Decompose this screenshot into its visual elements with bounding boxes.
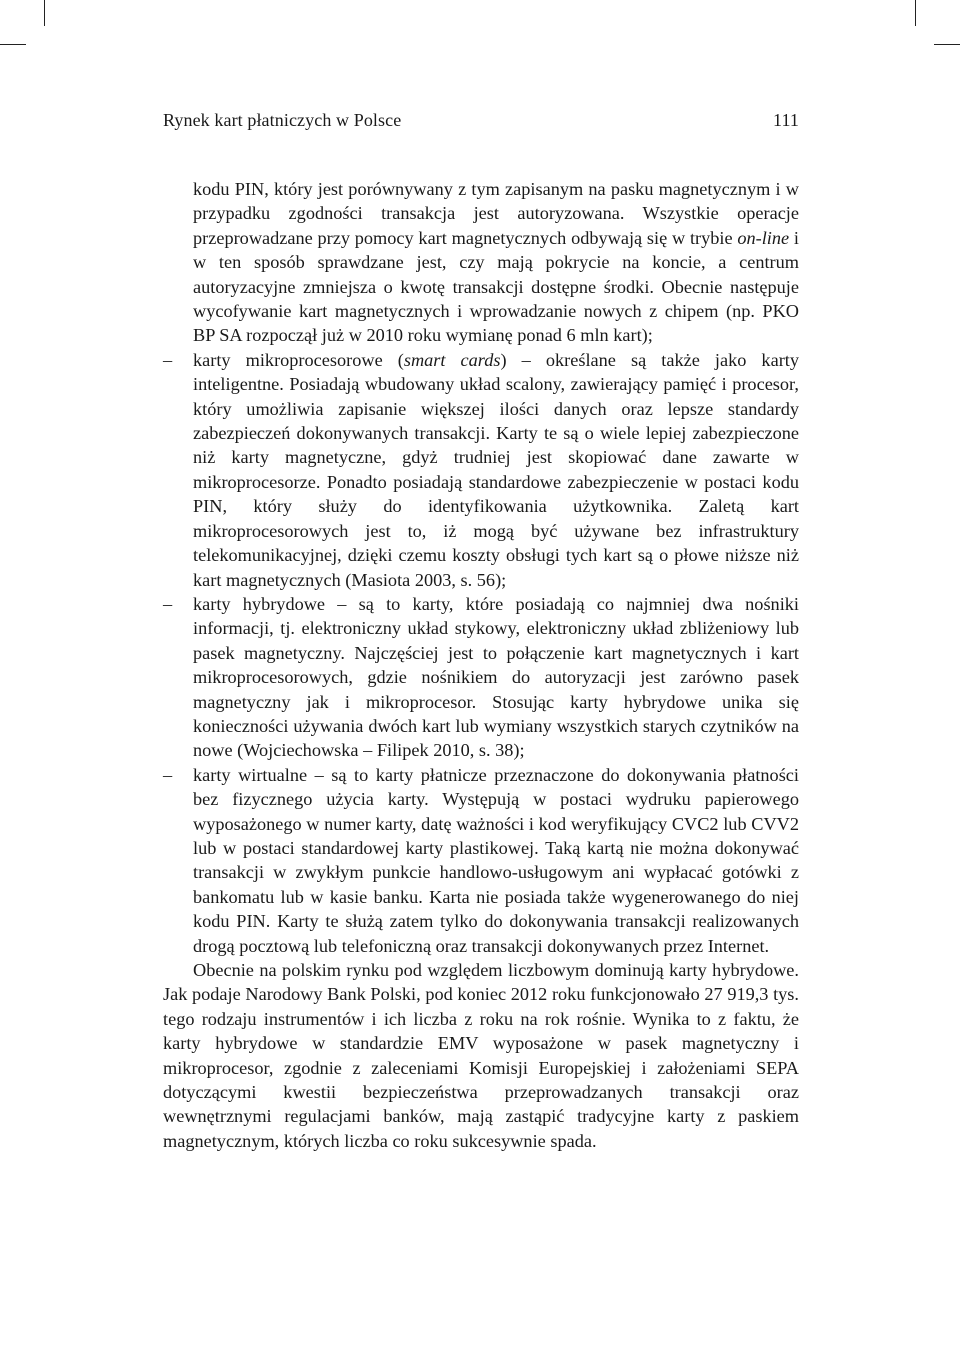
crop-mark-top-left-vertical — [44, 0, 45, 26]
list-item-text-1: karty mikroprocesorowe ( — [193, 349, 404, 370]
continuation-text-2: i w ten sposób sprawdzane jest, czy mają pokrycie na koncie, a centrum autoryzacyjne zmniejsza o kwotę transakcji dostępne środki. Obecnie następuje wycofywanie kart magnetycznych i wprowadzanie nowych z chipem (np. PKO BP SA rozpoczął już w 2010 roku wymianę ponad 6 mln kart); — [193, 227, 799, 346]
list-dash: – — [163, 764, 173, 785]
page-number: 111 — [773, 110, 799, 130]
list-item — [163, 592, 799, 763]
continuation-italic: on-line — [737, 227, 790, 248]
crop-mark-top-left-horizontal — [0, 44, 26, 45]
crop-mark-top-right-horizontal — [934, 44, 960, 45]
running-head-title: Rynek kart płatniczych w Polsce — [163, 110, 402, 130]
list-item — [163, 763, 799, 958]
list-item-text-1: karty wirtualne – są to karty płatnicze przeznaczone do dokonywania płatności bez fizycznego użycia karty. Występują w postaci wydruku papierowego wyposażonego w numer karty, datę ważności i kod weryfikujący CVC2 lub CVV2 lub w postaci standardowej karty plastikowej. Taką kartą nie można dokonywać transakcji w zwykłym punkcie handlowo-usługowym ani wypłacać gotówki z bankomatu lub w kasie banku. Karta nie posiada także wygenerowanego do niej kodu PIN. Karty te służą zatem tylko do dokonywania transakcji realizowanych drogą pocztową lub telefoniczną oraz transakcji dokonywanych przez Internet. — [193, 764, 799, 956]
body-text — [163, 177, 799, 1153]
list-item-text-1: karty hybrydowe – są to karty, które posiadają co najmniej dwa nośniki informacji, tj. elektroniczny układ stykowy, elektroniczny układ zbliżeniowy lub pasek magnetyczny. Najczęściej jest to połączenie kart magnetycznych i kart mikroprocesorowych, gdzie nośnikiem do autoryzacji jest zarówno pasek magnetyczny jak i mikroprocesor. Stosując karty hybrydowe unika się konieczności używania dwóch kart lub wymiany wszystkich starych czytników na nowe (Wojciechowska – Filipek 2010, s. 38); — [193, 593, 799, 761]
continuation-paragraph — [163, 177, 799, 348]
running-head — [163, 110, 799, 131]
list-item-text-2: ) – określane są także jako karty inteligentne. Posiadają wbudowany układ scalony, zawierający pamięć i procesor, który umożliwia zapisanie większej ilości danych oraz lepsze standardy zabezpieczeń dokonywanych transakcji. Karty te są o wiele lepiej zabezpieczone niż karty magnetyczne, gdyż trudniej jest skopiować dane zawarte w mikroprocesorze. Ponadto posiadają standardowe zabezpieczenie w postaci kodu PIN, który służy do identyfikowania użytkownika. Zaletą kart mikroprocesorowych jest to, iż mogą być używane bez infrastruktury telekomunikacyjnej, dzięki czemu koszty obsługi tych kart są o płowe niższe niż kart magnetycznych (Masiota 2003, s. 56); — [193, 349, 799, 590]
crop-mark-top-right-vertical — [915, 0, 916, 26]
list-dash: – — [163, 593, 173, 614]
list-dash: – — [163, 349, 173, 370]
list-item-italic: smart cards — [403, 349, 501, 370]
continuation-text-1: kodu PIN, który jest porównywany z tym zapisanym na pasku magnetycznym i w przypadku zgodności transakcja jest autoryzowana. Wszystkie operacje przeprowadzane przy pomocy kart magnetycznych odbywają się w trybie — [193, 179, 799, 248]
list-item — [163, 348, 799, 592]
final-paragraph: Obecnie na polskim rynku pod względem liczbowym dominują karty hybrydowe. Jak podaje Narodowy Bank Polski, pod koniec 2012 roku funkcjonowało 27 919,3 tys. tego rodzaju instrumentów i ich liczba z roku na rok rośnie. Wynika to z faktu, że karty hybrydowe w standardzie EMV wyposażone w pasek magnetyczny i mikroprocesor, zgodnie z zaleceniami Komisji Europejskiej i założeniami SEPA dotyczącymi kwestii bezpieczeństwa przeprowadzanych transakcji oraz wewnętrznymi regulacjami banków, mają zastąpić tradycyjne karty z paskiem magnetycznym, których liczba co roku sukcesywnie spada. — [163, 960, 799, 1151]
